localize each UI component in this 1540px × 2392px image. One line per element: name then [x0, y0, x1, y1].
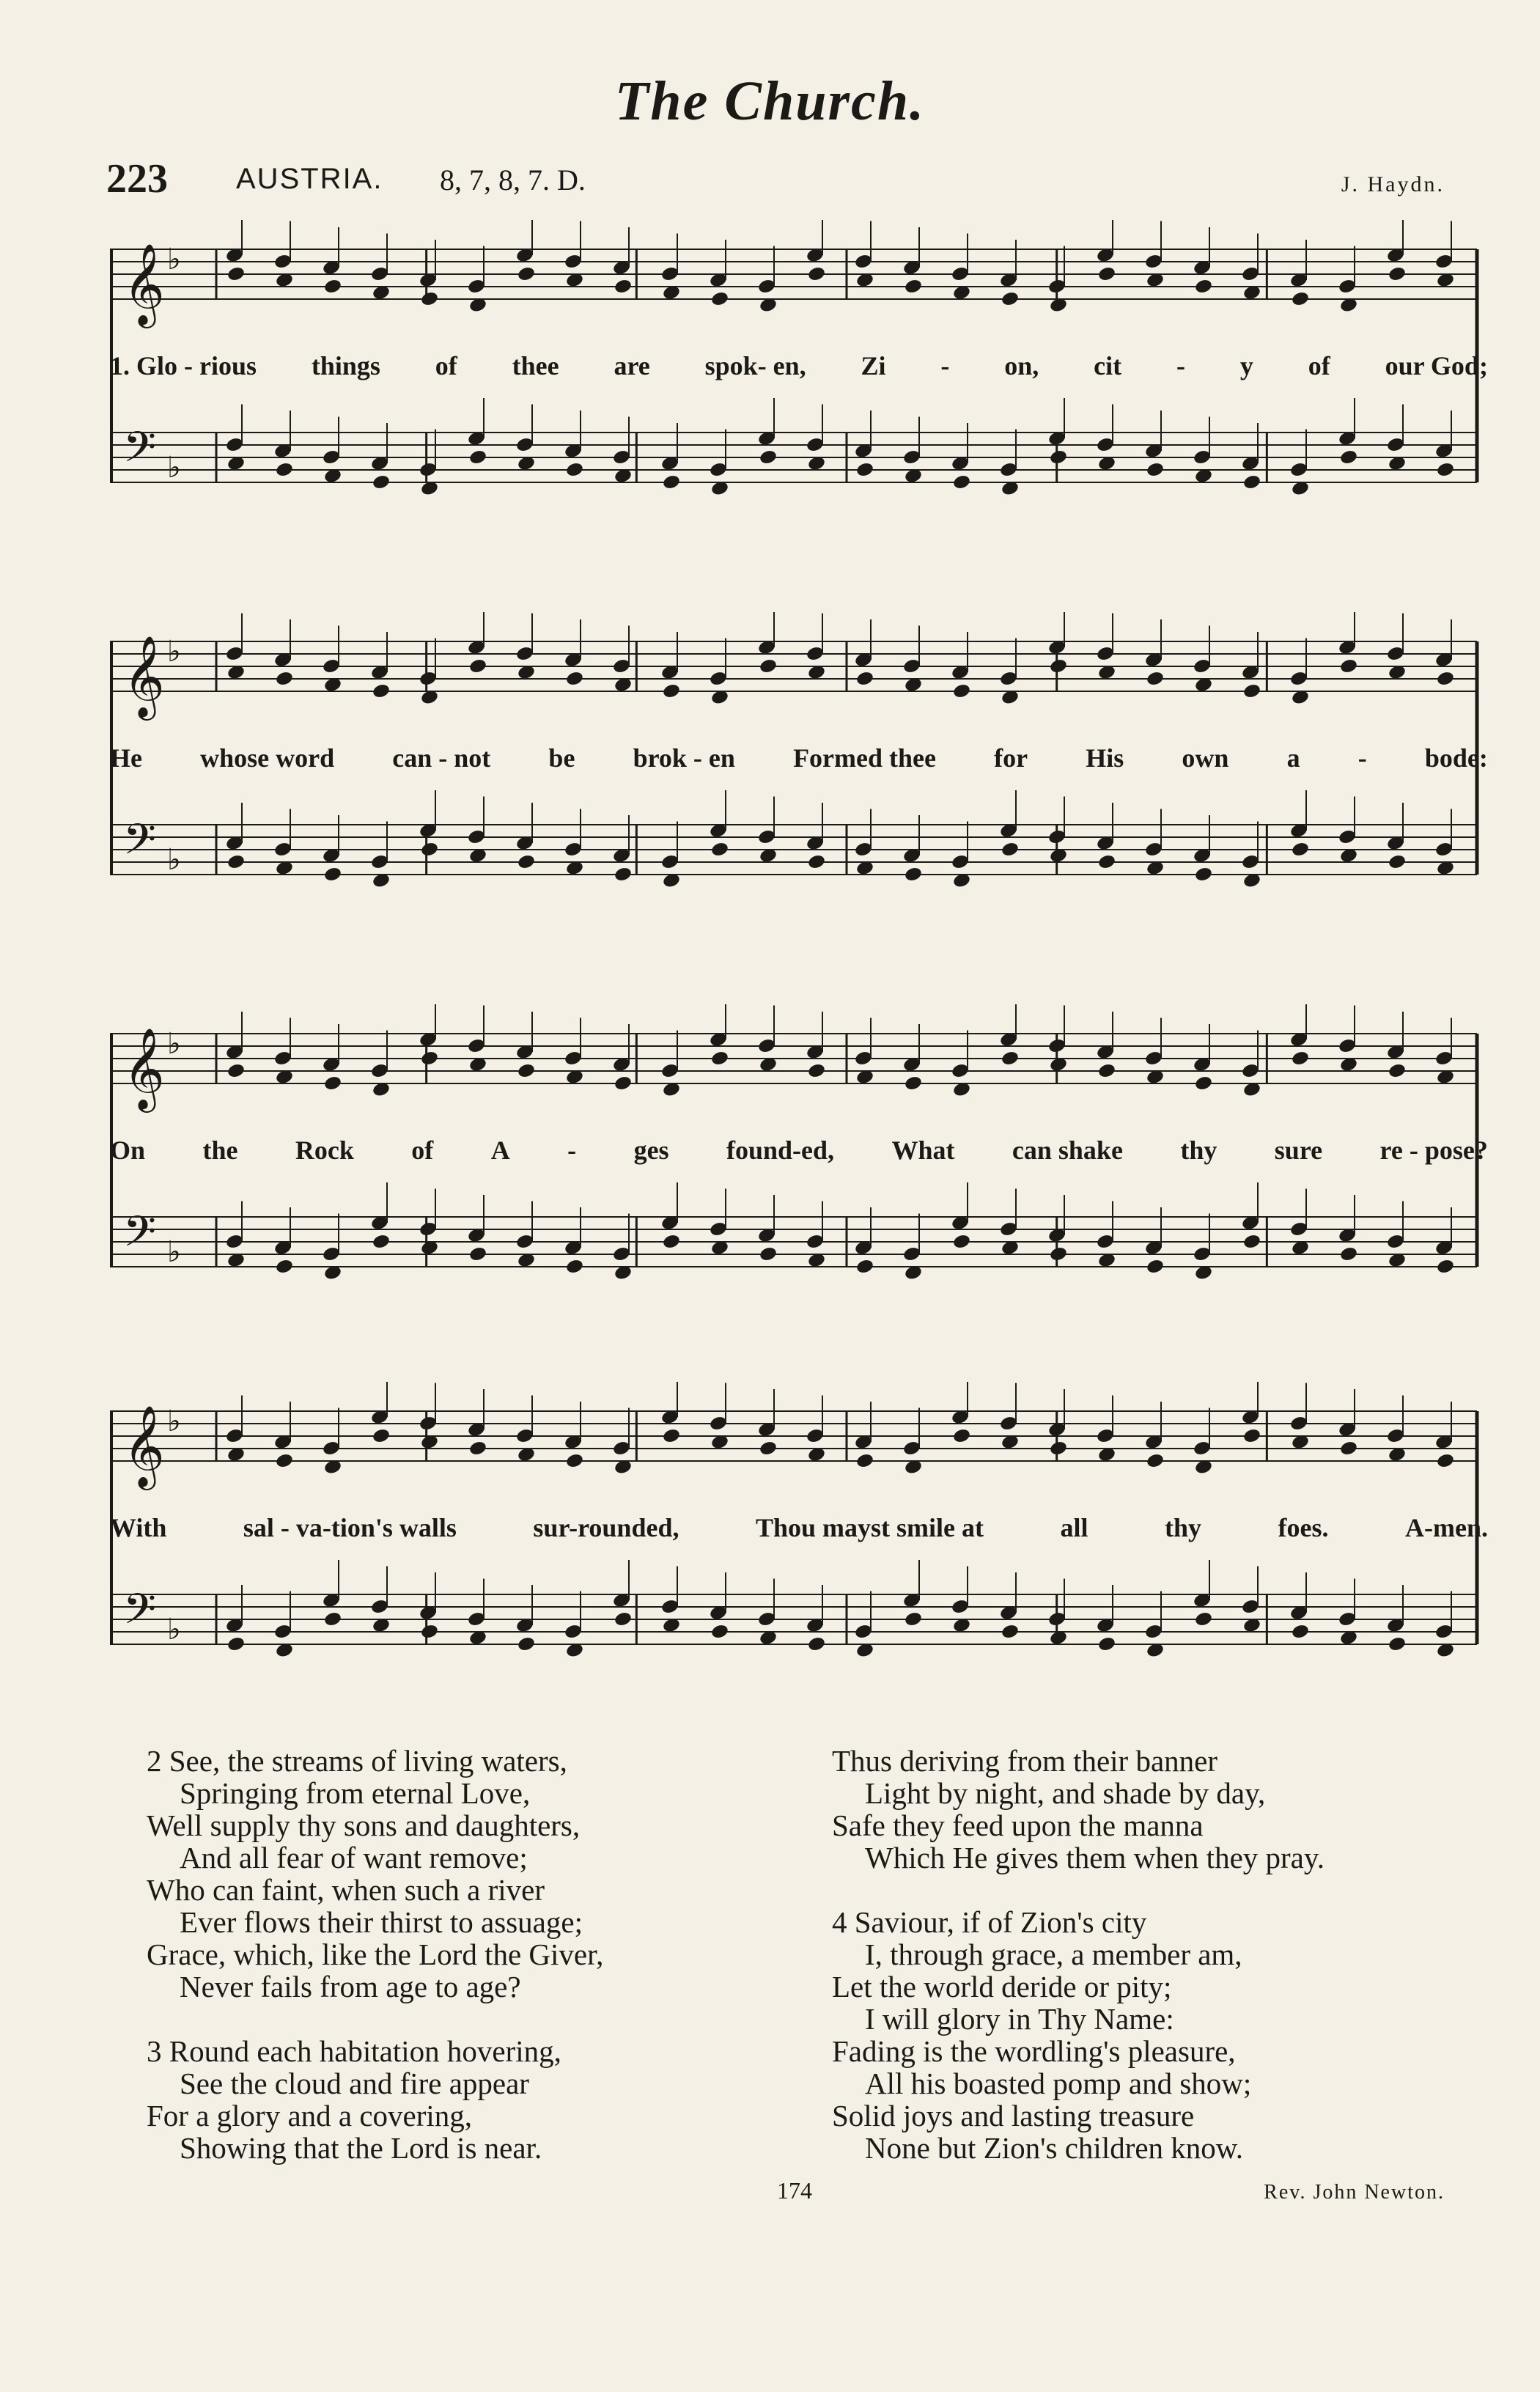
note-head — [614, 278, 633, 295]
verses-right-column — [832, 1745, 1325, 2164]
treble-clef-icon: 𝄞 — [123, 243, 165, 325]
verse-line: And all fear of want remove; — [180, 1841, 528, 1874]
lyric-word: thy — [1165, 1513, 1202, 1542]
verse-line: Solid joys and lasting treasure — [832, 2099, 1195, 2132]
verse-line: Thus deriving from their banner — [832, 1744, 1218, 1778]
hymn-number: 223 — [106, 156, 168, 202]
verse-line: Fading is the wordling's pleasure, — [832, 2034, 1236, 2068]
lyric-word: are — [614, 351, 650, 380]
note-head — [904, 866, 923, 883]
lyric-word: - — [940, 351, 950, 380]
note-head — [1146, 1452, 1165, 1469]
note-head — [952, 1233, 971, 1250]
flat-icon: ♭ — [167, 1405, 181, 1438]
note-head — [565, 1258, 584, 1275]
lyric-word: be — [548, 743, 575, 773]
flat-icon: ♭ — [167, 1027, 181, 1061]
lyric-word: Formed thee — [793, 743, 936, 773]
note-head — [1049, 1245, 1068, 1262]
verse-line: Let the world deride or pity; — [832, 1970, 1172, 2003]
verse-line: For a glory and a covering, — [147, 2099, 473, 2132]
note-head — [710, 1050, 729, 1067]
note-head — [1194, 1075, 1213, 1092]
note-head — [275, 670, 294, 687]
note-head — [1388, 853, 1407, 870]
lyric-word: can shake — [1012, 1136, 1123, 1165]
note-head — [226, 265, 246, 282]
note-head — [323, 866, 342, 883]
bass-clef-icon: 𝄢 — [123, 1207, 157, 1267]
note-head — [226, 1062, 246, 1079]
lyric-word: of — [411, 1136, 434, 1165]
note-head — [662, 1427, 681, 1444]
note-head — [904, 278, 923, 295]
music-system-2 — [110, 612, 1488, 949]
bass-clef-icon: 𝄢 — [123, 814, 157, 875]
lyric-line — [110, 743, 1488, 773]
note-head — [275, 461, 294, 478]
note-head — [1291, 1050, 1310, 1067]
lyric-word: re - pose? — [1379, 1136, 1488, 1165]
note-head — [904, 1075, 923, 1092]
lyric-word: 1. Glo - rious — [110, 351, 257, 380]
lyric-line — [110, 1512, 1488, 1543]
note-head — [468, 449, 487, 465]
lyric-word: spok- en, — [704, 351, 806, 380]
verse-line: See the cloud and fire appear — [180, 2067, 529, 2100]
note-head — [1388, 265, 1407, 282]
lyric-word: A — [490, 1136, 510, 1165]
lyric-word: He — [110, 743, 142, 773]
lyric-word: all — [1060, 1513, 1088, 1542]
note-head — [1339, 1440, 1358, 1457]
flat-icon: ♭ — [167, 1235, 181, 1269]
note-head — [372, 1427, 391, 1444]
note-head — [807, 1062, 826, 1079]
lyric-word: things — [311, 351, 380, 380]
meter: 8, 7, 8, 7. D. — [440, 163, 586, 196]
lyric-word: our God; — [1385, 351, 1488, 380]
lyric-word: foes. — [1278, 1513, 1329, 1542]
note-head — [1097, 1635, 1116, 1652]
note-head — [759, 449, 778, 465]
lyric-line — [110, 350, 1488, 381]
note-head — [420, 1623, 439, 1640]
note-head — [275, 1258, 294, 1275]
composer: J. Haydn. — [1341, 172, 1445, 196]
treble-clef-icon: 𝄞 — [123, 635, 165, 717]
lyric-word: on, — [1004, 351, 1039, 380]
flat-icon: ♭ — [167, 243, 181, 276]
note-head — [710, 1623, 729, 1640]
music-staves — [110, 1382, 1488, 1719]
lyric-word: With — [110, 1513, 167, 1542]
lyric-word: y — [1239, 351, 1253, 380]
note-head — [1146, 461, 1165, 478]
note-head — [1001, 1050, 1020, 1067]
bass-clef-icon: 𝄢 — [123, 1584, 157, 1644]
note-head — [517, 1062, 536, 1079]
verse-line: Ever flows their thirst to assuage; — [180, 1905, 583, 1939]
note-head — [517, 853, 536, 870]
note-head — [1242, 474, 1261, 490]
note-head — [1049, 658, 1068, 674]
note-head — [1194, 278, 1213, 295]
lyric-word: found-ed, — [726, 1136, 835, 1165]
note-head — [1339, 658, 1358, 674]
note-head — [807, 265, 826, 282]
verse-line: Never fails from age to age? — [180, 1970, 521, 2003]
note-head — [468, 1245, 487, 1262]
note-head — [1388, 1635, 1407, 1652]
verse-line: All his boasted pomp and show; — [865, 2067, 1252, 2100]
lyric-word: Zi — [861, 351, 886, 380]
note-head — [759, 1245, 778, 1262]
music-staves — [110, 1004, 1488, 1342]
verse-line: 4 Saviour, if of Zion's city — [832, 1905, 1147, 1939]
note-head — [226, 1635, 246, 1652]
note-head — [904, 1611, 923, 1627]
lyric-word: ges — [633, 1136, 669, 1165]
note-head — [275, 1452, 294, 1469]
music-system-3 — [110, 1004, 1488, 1342]
note-head — [1242, 1233, 1261, 1250]
note-head — [323, 278, 342, 295]
note-head — [1097, 853, 1116, 870]
note-head — [759, 1440, 778, 1457]
treble-clef-icon: 𝄞 — [123, 1405, 165, 1487]
note-head — [1097, 265, 1116, 282]
lyric-word: bode: — [1424, 743, 1488, 773]
note-head — [855, 1452, 874, 1469]
lyric-word: of — [435, 351, 457, 380]
verse-line: 2 See, the streams of living waters, — [147, 1744, 567, 1778]
note-head — [323, 1075, 342, 1092]
note-head — [1049, 1440, 1068, 1457]
lyric-word: whose word — [200, 743, 335, 773]
note-head — [952, 682, 971, 699]
note-head — [372, 682, 391, 699]
lyric-word: Rock — [295, 1136, 354, 1165]
verse-line: 3 Round each habitation hovering, — [147, 2034, 561, 2068]
lyric-word: for — [994, 743, 1028, 773]
note-head — [614, 866, 633, 883]
lyric-word: sur-rounded, — [533, 1513, 679, 1542]
note-head — [807, 853, 826, 870]
lyric-word: On — [110, 1136, 146, 1165]
verse-line: Light by night, and shade by day, — [865, 1776, 1266, 1810]
lyric-word: His — [1086, 743, 1124, 773]
note-head — [565, 461, 584, 478]
note-head — [1001, 1623, 1020, 1640]
note-head — [710, 290, 729, 307]
music-staves — [110, 612, 1488, 949]
tune-name: AUSTRIA. — [236, 163, 383, 195]
lyric-word: - — [1176, 351, 1185, 380]
verse-line: Well supply thy sons and daughters, — [147, 1808, 581, 1842]
flat-icon: ♭ — [167, 451, 181, 485]
note-head — [1436, 1258, 1455, 1275]
lyric-word: a — [1286, 743, 1300, 773]
lyric-word: brok - en — [633, 743, 735, 773]
note-head — [614, 1611, 633, 1627]
note-head — [323, 1611, 342, 1627]
note-head — [1001, 290, 1020, 307]
page-number: 174 — [777, 2177, 812, 2204]
note-head — [662, 1233, 681, 1250]
note-head — [1146, 1258, 1165, 1275]
note-head — [1436, 1452, 1455, 1469]
lyric-word: sal - va-tion's walls — [243, 1513, 457, 1542]
lyric-word: A-men. — [1405, 1513, 1488, 1542]
note-head — [710, 841, 729, 858]
note-head — [1242, 1427, 1261, 1444]
note-head — [1436, 670, 1455, 687]
note-head — [1291, 290, 1310, 307]
lyric-word: thee — [512, 351, 559, 380]
lyric-word: What — [891, 1136, 955, 1165]
note-head — [517, 265, 536, 282]
verses-left-column — [147, 1745, 603, 2164]
note-head — [1339, 449, 1358, 465]
treble-clef-icon: 𝄞 — [123, 1027, 165, 1109]
note-head — [759, 658, 778, 674]
note-head — [1291, 841, 1310, 858]
lyric-word: thy — [1180, 1136, 1217, 1165]
note-head — [952, 1427, 971, 1444]
music-system-4 — [110, 1382, 1488, 1719]
note-head — [1146, 670, 1165, 687]
note-head — [1001, 841, 1020, 858]
verse-line: None but Zion's children know. — [865, 2131, 1244, 2165]
verse-line: I, through grace, a member am, — [865, 1937, 1242, 1971]
note-head — [1097, 1062, 1116, 1079]
note-head — [565, 670, 584, 687]
note-head — [1242, 682, 1261, 699]
verse-line: I will glory in Thy Name: — [865, 2002, 1174, 2036]
music-system-1 — [110, 220, 1488, 557]
note-head — [1291, 1623, 1310, 1640]
note-head — [1388, 1062, 1407, 1079]
note-head — [517, 1635, 536, 1652]
lyric-word: sure — [1274, 1136, 1323, 1165]
note-head — [807, 1635, 826, 1652]
note-head — [1049, 449, 1068, 465]
verse-line: Safe they feed upon the manna — [832, 1808, 1204, 1842]
lyric-word: can - not — [392, 743, 491, 773]
lyric-word: own — [1182, 743, 1229, 773]
note-head — [468, 1440, 487, 1457]
verse-line: Grace, which, like the Lord the Giver, — [147, 1937, 604, 1971]
flat-icon: ♭ — [167, 843, 181, 877]
verse-line: Which He gives them when they pray. — [865, 1841, 1325, 1874]
flat-icon: ♭ — [167, 635, 181, 669]
note-head — [565, 1452, 584, 1469]
note-head — [855, 1258, 874, 1275]
note-head — [226, 853, 246, 870]
lyric-word: the — [202, 1136, 238, 1165]
note-head — [372, 1233, 391, 1250]
note-head — [855, 461, 874, 478]
flat-icon: ♭ — [167, 1613, 181, 1646]
section-title: The Church. — [614, 70, 926, 132]
lyric-line — [110, 1135, 1488, 1166]
lyric-word: Thou mayst smile at — [755, 1513, 984, 1542]
note-head — [952, 474, 971, 490]
note-head — [420, 841, 439, 858]
music-staves — [110, 220, 1488, 557]
note-head — [372, 474, 391, 490]
verse-line: Who can faint, when such a river — [147, 1873, 545, 1907]
bass-clef-icon: 𝄢 — [123, 422, 157, 482]
note-head — [855, 670, 874, 687]
note-head — [1436, 461, 1455, 478]
note-head — [468, 658, 487, 674]
note-head — [662, 682, 681, 699]
note-head — [420, 1050, 439, 1067]
note-head — [614, 1075, 633, 1092]
lyric-word: cit — [1094, 351, 1122, 380]
lyric-word: - — [1357, 743, 1367, 773]
verse-line: Showing that the Lord is near. — [180, 2131, 542, 2165]
author: Rev. John Newton. — [1264, 2181, 1445, 2204]
lyric-word: of — [1308, 351, 1330, 380]
verse-line: Springing from eternal Love, — [180, 1776, 531, 1810]
note-head — [662, 474, 681, 490]
note-head — [420, 290, 439, 307]
lyric-word: - — [567, 1136, 577, 1165]
note-head — [1194, 1611, 1213, 1627]
note-head — [1194, 866, 1213, 883]
note-head — [1339, 1245, 1358, 1262]
